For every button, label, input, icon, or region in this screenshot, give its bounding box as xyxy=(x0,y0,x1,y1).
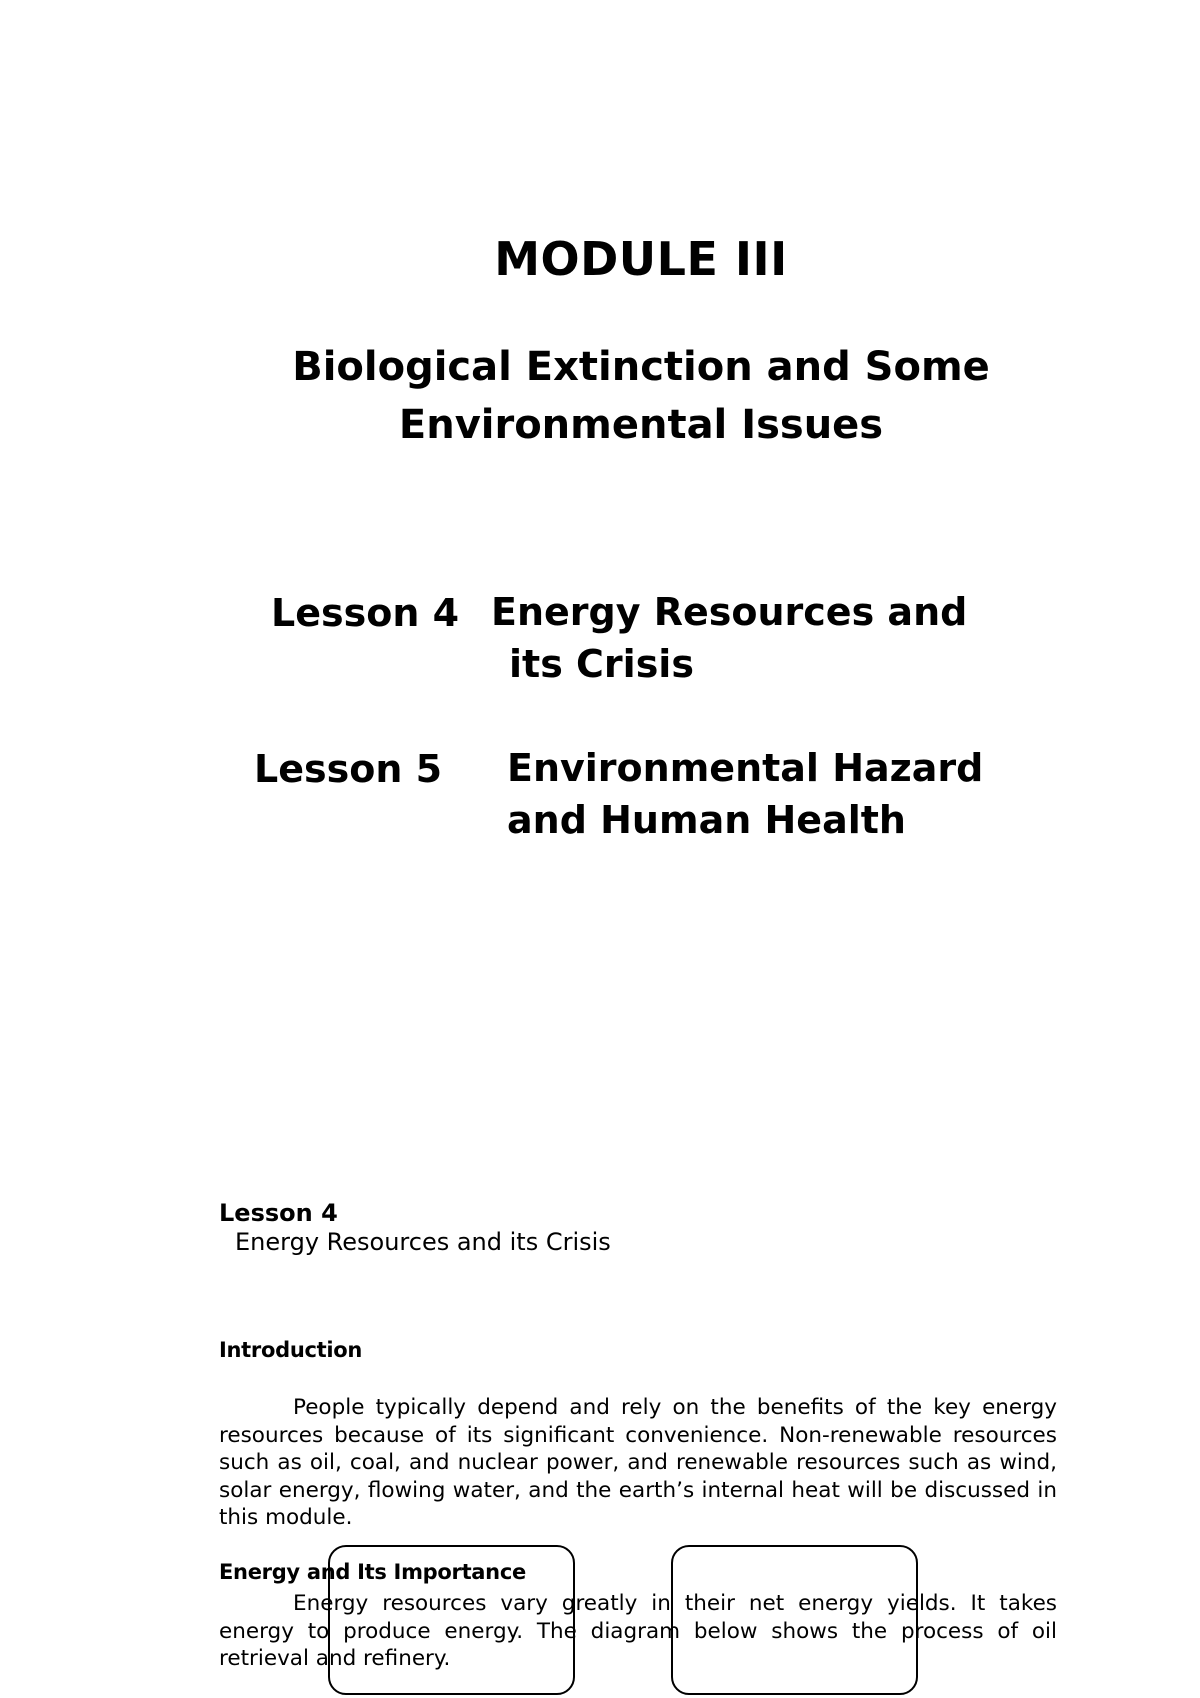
overview-lesson-5-title-line-2: and Human Health xyxy=(507,798,906,842)
diagram-box-1 xyxy=(328,1545,575,1695)
overview-lesson-5-label: Lesson 5 xyxy=(254,747,443,791)
overview-lesson-4-title-line-1: Energy Resources and xyxy=(491,590,968,634)
introduction-paragraph-text: People typically depend and rely on the benefits of the key energy resources because of its significant convenience. Non-renewable resources such as oil, coal, and nuclear power, and renewable resources such as wind, solar energy, flowing water, and the earth’s internal heat will be discussed in this module. xyxy=(219,1395,1057,1530)
energy-importance-paragraph-text: Energy resources vary greatly in their net energy yields. It takes energy to produce energy. The diagram below shows the process of oil retrieval and refinery. xyxy=(219,1591,1057,1671)
module-subtitle xyxy=(0,338,1200,454)
energy-importance-heading: Energy and Its Importance xyxy=(219,1560,526,1584)
overview-lesson-4-title xyxy=(491,586,967,690)
module-subtitle-line-1: Biological Extinction and Some xyxy=(292,344,990,390)
lesson-section-label: Lesson 4 xyxy=(219,1199,338,1227)
overview-lesson-5-title-line-1: Environmental Hazard xyxy=(507,746,984,790)
introduction-paragraph xyxy=(219,1394,1057,1532)
overview-lesson-5-title xyxy=(507,742,983,846)
overview-lesson-4-title-line-2: its Crisis xyxy=(509,642,694,686)
lesson-section-title: Energy Resources and its Crisis xyxy=(235,1228,611,1256)
introduction-heading: Introduction xyxy=(219,1338,363,1362)
diagram-box-2 xyxy=(671,1545,918,1695)
overview-lesson-4-label: Lesson 4 xyxy=(271,591,460,635)
module-title: MODULE III xyxy=(494,232,788,286)
module-subtitle-line-2: Environmental Issues xyxy=(398,402,884,448)
